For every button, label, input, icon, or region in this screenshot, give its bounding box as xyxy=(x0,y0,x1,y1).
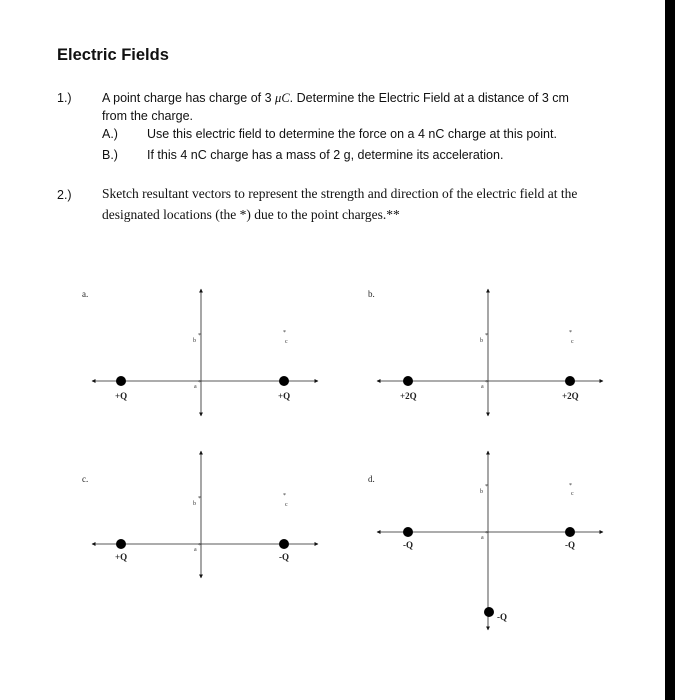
diagram-b-left-charge-label: +2Q xyxy=(400,391,417,401)
diagram-b-left-charge-dot xyxy=(403,376,413,386)
diagram-d-bottom-charge-dot xyxy=(484,607,494,617)
diagram-b-right-charge-dot xyxy=(565,376,575,386)
diagram-c-point-c: c xyxy=(285,502,288,508)
diagram-a-point-a-star: * xyxy=(198,380,201,386)
diagram-d-point-a-star: * xyxy=(485,531,488,537)
diagram-c-right-charge-label: -Q xyxy=(279,552,289,562)
diagram-c xyxy=(82,451,318,578)
diagram-a-left-charge-dot xyxy=(116,376,126,386)
diagram-b-point-b-star: * xyxy=(485,333,488,339)
q1-a-text: Use this electric field to determine the force on a 4 nC charge at this point. xyxy=(147,127,557,141)
diagram-d-point-b-star: * xyxy=(485,484,488,490)
q1-text-a: A point charge has charge of 3 xyxy=(102,91,276,105)
diagram-c-point-b: b xyxy=(193,501,196,507)
diagram-d-right-charge-dot xyxy=(565,527,575,537)
diagram-a xyxy=(82,289,318,416)
q2-line2: designated locations (the *) due to the point charges.** xyxy=(102,207,400,222)
diagram-d-point-b: b xyxy=(480,489,483,495)
diagram-d-left-charge-label: -Q xyxy=(403,540,413,550)
diagram-b-point-a: a xyxy=(481,384,484,390)
diagram-b-right-charge-label: +2Q xyxy=(562,391,579,401)
diagram-d-point-a: a xyxy=(481,535,484,541)
diagram-a-right-charge-dot xyxy=(279,376,289,386)
diagram-a-point-c: c xyxy=(285,339,288,345)
diagram-c-point-c-star: * xyxy=(283,493,286,499)
page-title: Electric Fields xyxy=(57,46,169,64)
q2-number: 2.) xyxy=(57,188,72,202)
q1-a-label: A.) xyxy=(102,127,118,141)
diagram-a-point-c-star: * xyxy=(283,330,286,336)
diagram-a-right-charge-label: +Q xyxy=(278,391,291,401)
q2-line1: Sketch resultant vectors to represent the strength and direction of the electric field at the xyxy=(102,186,578,201)
diagram-d-left-charge-dot xyxy=(403,527,413,537)
diagram-a-point-a: a xyxy=(194,384,197,390)
diagram-d-point-c-star: * xyxy=(569,483,572,489)
q1-b-label: B.) xyxy=(102,148,118,162)
diagram-b-point-a-star: * xyxy=(485,380,488,386)
q1-text-b: . Determine the Electric Field at a distance of 3 cm xyxy=(289,91,569,105)
diagram-d-right-charge-label: -Q xyxy=(565,540,575,550)
diagram-b-point-b: b xyxy=(480,338,483,344)
diagram-d-point-c: c xyxy=(571,491,574,497)
q1-line2: from the charge. xyxy=(102,109,194,123)
diagram-b-label: b. xyxy=(368,289,375,299)
diagram-d xyxy=(368,451,603,630)
q1-unit: μC xyxy=(275,91,290,105)
diagram-a-point-b: b xyxy=(193,338,196,344)
diagram-c-point-a-star: * xyxy=(198,543,201,549)
diagram-b-point-c: c xyxy=(571,339,574,345)
diagram-c-right-charge-dot xyxy=(279,539,289,549)
diagram-c-left-charge-label: +Q xyxy=(115,552,128,562)
diagram-a-point-b-star: * xyxy=(198,333,201,339)
diagram-b-point-c-star: * xyxy=(569,330,572,336)
q1-number: 1.) xyxy=(57,91,72,105)
diagram-b xyxy=(368,289,603,416)
diagram-a-label: a. xyxy=(82,289,89,299)
diagram-d-label: d. xyxy=(368,474,375,484)
diagram-d-bottom-charge-label: -Q xyxy=(497,612,507,622)
q1-b-text: If this 4 nC charge has a mass of 2 g, determine its acceleration. xyxy=(147,148,504,162)
diagram-c-label: c. xyxy=(82,474,89,484)
diagram-c-point-a: a xyxy=(194,547,197,553)
diagram-a-left-charge-label: +Q xyxy=(115,391,128,401)
diagram-c-left-charge-dot xyxy=(116,539,126,549)
diagram-c-point-b-star: * xyxy=(198,496,201,502)
